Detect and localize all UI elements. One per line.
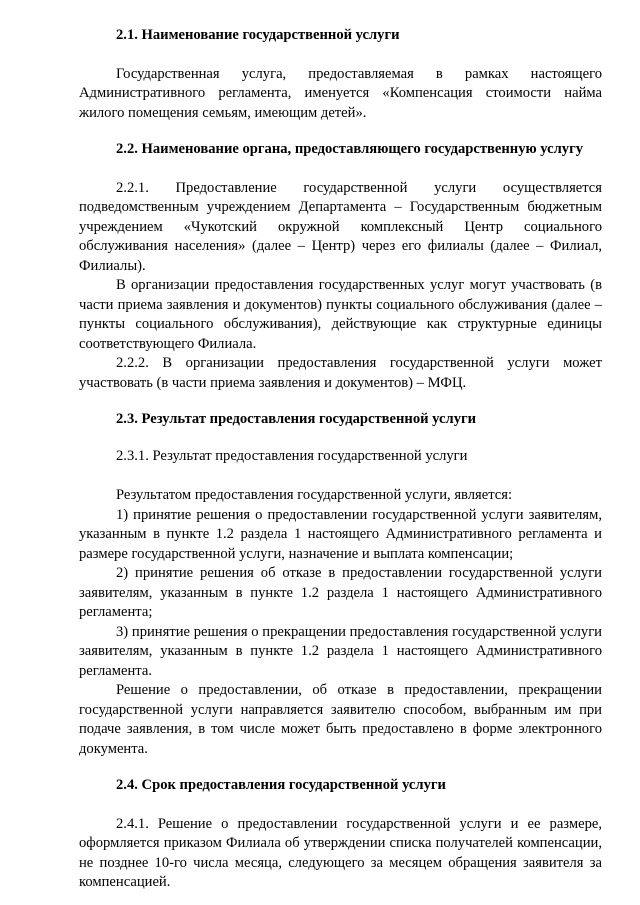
result-decision-notice: Решение о предоставлении, об отказе в предоставлении, прекращении государственной услуги направляется заявителю способом, выбранным им при подаче заявления, в том числе может быть предоставлено в форме электронного документа. <box>79 682 602 757</box>
result-item-2: 2) принятие решения об отказе в предоставлении государственной услуги заявителям, указанным в пункте 1.2 раздела 1 настоящего Административного регламента; <box>79 565 602 620</box>
paragraph-2-4-1: 2.4.1. Решение о предоставлении государственной услуги и ее размере, оформляется приказом Филиала об утверждении списка получателей компенсации, не позднее 10-го числа месяца, следующего за месяцем обращения заявителя за компенсацией. <box>79 815 602 890</box>
document-page <box>79 24 602 893</box>
result-item-3: 3) принятие решения о прекращении предоставления государственной услуги заявителям, указанным в пункте 1.2 раздела 1 настоящего Административного регламента. <box>79 623 602 679</box>
paragraph-2-1: Государственная услуга, предоставляемая в рамках настоящего Административного регламента, именуется «Компенсация стоимости найма жилого помещения семьям, имеющим детей». <box>79 65 602 121</box>
paragraph-2-2-1: 2.2.1. Предоставление государственной услуги осуществляется подведомственным учреждением Департамента – Государственным бюджетным учреждением «Чукотский окружной комплексный Центр социального обслуживания населения» (далее – Центр) через его филиалы (далее – Филиал, Филиалы). <box>79 179 602 274</box>
section-heading-2-2: 2.2. Наименование органа, предоставляющего государственную услугу <box>116 141 584 157</box>
result-intro: Результатом предоставления государственной услуги, является: <box>116 487 513 503</box>
section-heading-2-3: 2.3. Результат предоставления государственной услуги <box>116 411 477 427</box>
result-item-1: 1) принятие решения о предоставлении государственной услуги заявителям, указанным в пункте 1.2 раздела 1 настоящего Административного регламента и размере государственной услуги, назначение и выплата компенсации; <box>79 506 602 562</box>
subheading-2-3-1: 2.3.1. Результат предоставления государственной услуги <box>116 447 468 464</box>
section-heading-2-4: 2.4. Срок предоставления государственной услуги <box>116 777 446 793</box>
paragraph-2-2-1-b: В организации предоставления государственных услуг могут участвовать (в части приема заявления и документов) пункты социального обслуживания (далее – пункты социального обслуживания), действующие как структурные единицы соответствующего Филиала. <box>79 277 602 352</box>
paragraph-2-2-2: 2.2.2. В организации предоставления государственной услуги может участвовать (в части приема заявления и документов) – МФЦ. <box>79 355 602 391</box>
section-heading-2-1: 2.1. Наименование государственной услуги <box>116 27 400 43</box>
